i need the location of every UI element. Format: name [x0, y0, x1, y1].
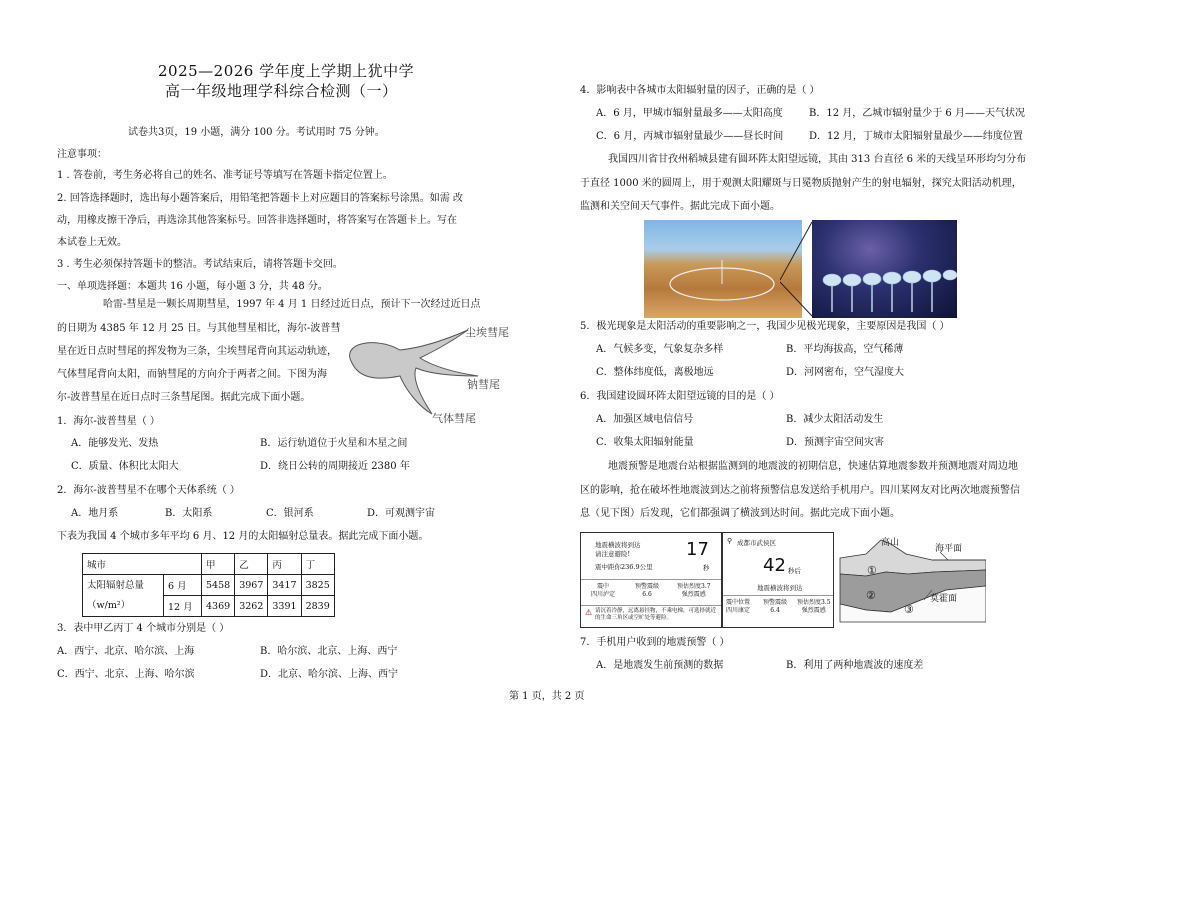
comet-para-line3: 星在近日点时彗尾的挥发物为三条，尘埃彗尾背向其运动轨迹，: [57, 346, 337, 357]
section-heading: 一、单项选择题：本题共 16 小题，每小题 3 分，共 48 分。: [57, 281, 328, 292]
q5-option-d: D．河网密布，空气湿度大: [786, 367, 905, 378]
alert2-epicenter: [726, 599, 750, 615]
q2-option-d: D．可观测宇宙: [367, 508, 436, 519]
location-pin-icon: ⚲: [727, 537, 733, 545]
exam-info: 试卷共3页，19 小题，满分 100 分。考试用时 75 分钟。: [128, 127, 385, 138]
alert1-intensity-label: 预估烈度3.7: [677, 583, 711, 590]
header-yi: 乙: [235, 554, 268, 575]
q6-option-b: B．减少太阳活动发生: [786, 414, 884, 425]
q2-stem: 2．海尔-波普彗星不在哪个天体系统（ ）: [57, 485, 240, 496]
header-bing: 丙: [268, 554, 301, 575]
alert2-message: 地震横波将到达: [757, 584, 803, 592]
note-1: 1 . 答卷前，考生务必将自己的姓名、准考证号等填写在答题卡指定位置上。: [57, 170, 393, 181]
moho-label: 莫霍面: [930, 594, 958, 604]
alert1-distance: 震中距你236.9公里: [595, 563, 653, 571]
note-2-line2: 动，用橡皮擦干净后，再选涂其他答案标号。回答非选择题时，将答案写在答题卡上。写在: [57, 215, 457, 226]
note-2-line3: 本试卷上无效。: [57, 237, 127, 248]
alert1-countdown: 17: [686, 539, 709, 560]
q4-option-d: D．12 月，丁城市太阳辐射量最少——纬度位置: [809, 131, 1023, 142]
header-city: 城市: [83, 554, 202, 575]
q3-stem: 3．表中甲乙丙丁 4 个城市分别是（ ）: [57, 623, 230, 634]
radiation-table: [82, 553, 335, 617]
q4-option-a: A．6 月，甲城市辐射量最多——太阳高度: [596, 108, 783, 119]
alert2-magnitude-label: 预警震级: [763, 599, 788, 606]
month-december: 12 月: [164, 596, 202, 617]
sea-level-label: 海平面: [935, 544, 963, 554]
cell-jun-yi: 3967: [235, 575, 268, 596]
telescope-dishes-night-photo: [812, 220, 957, 318]
dust-tail-label: 尘埃彗尾: [465, 326, 509, 339]
month-june: 6 月: [164, 575, 202, 596]
q2-option-a: A．地月系: [71, 508, 119, 519]
comet-para-line4: 气体彗尾背向太阳，而钠彗尾的方向介于两者之间。下图为海: [57, 369, 327, 380]
note-2-line1: 2. 回答选择题时，选出每小题答案后，用铅笔把答题卡上对应题目的答案标号涂黑。如需 改: [57, 193, 463, 204]
cell-dec-bing: 3391: [268, 596, 301, 617]
q5-option-c: C．整体纬度低，离极地远: [596, 367, 714, 378]
q4-option-c: C．6 月，丙城市辐射量最少——昼长时间: [596, 131, 784, 142]
q4-stem: 4．影响表中各城市太阳辐射量的因子，正确的是（ ）: [580, 85, 820, 96]
alert1-intensity-value: 强烈震感: [681, 591, 706, 598]
alert1-line1: 地震横波将到达: [595, 541, 641, 549]
comet-para-line2: 的日期为 4385 年 12 月 25 日。与其他彗星相比，海尔-波普彗: [57, 323, 341, 334]
alert1-magnitude-value: 6.6: [642, 591, 652, 598]
cell-dec-jia: 4369: [202, 596, 235, 617]
table-header-row: [83, 554, 335, 575]
telescope-para-line3: 监测和关空间天气事件。据此完成下面小题。: [580, 201, 780, 212]
q5-stem: 5．极光现象是太阳活动的重要影响之一，我国少见极光现象，主要原因是我国（ ）: [580, 321, 950, 332]
alert2-intensity: [797, 599, 831, 615]
q1-option-c: C．质量、体积比太阳大: [71, 461, 179, 472]
q3-option-d: D．北京、哈尔滨、上海、西宁: [260, 669, 399, 680]
q1-option-b: B．运行轨道位于火星和木星之间: [260, 438, 408, 449]
telescope-para-line1: 我国四川省甘孜州稻城县建有圆环阵太阳望远镜，其由 313 台直径 6 米的天线呈环形均匀分布: [608, 154, 1027, 165]
row-label-cell: [83, 575, 164, 617]
q1-option-d: D．绕日公转的周期接近 2380 年: [260, 461, 410, 472]
notes-heading: 注意事项：: [57, 149, 107, 160]
alert2-location: 成都市武侯区: [737, 539, 776, 547]
header-jia: 甲: [202, 554, 235, 575]
q5-option-a: A．气候多变，气象复杂多样: [596, 344, 724, 355]
alert1-divider-2: [581, 605, 721, 606]
page-footer: 第 1 页，共 2 页: [509, 691, 585, 702]
q4-option-b: B．12 月，乙城市辐射量少于 6 月——天气状况: [809, 108, 1025, 119]
layer-3-label: ③: [904, 603, 914, 616]
telescope-ring-graphic: [644, 220, 802, 318]
q6-option-d: D．预测宇宙空间灾害: [786, 437, 885, 448]
earthquake-alert-card-1: [580, 532, 722, 628]
quake-para-line2: 区的影响，抢在破坏性地震波到达之前将预警信息发送给手机用户。四川某网友对比两次地震预警信: [580, 485, 1020, 496]
warning-icon: ⚠: [585, 608, 593, 617]
header-ding: 丁: [301, 554, 334, 575]
layer-1-label: ①: [867, 564, 877, 577]
cell-dec-ding: 2839: [301, 596, 334, 617]
quake-para-line3: 息（见下图）后发现，它们都强调了横波到达时间。据此完成下面小题。: [580, 508, 900, 519]
alert2-epicenter-label: 震中位置: [726, 599, 751, 606]
alert1-divider: [581, 579, 721, 580]
q1-option-a: A．能够发光、发热: [71, 438, 159, 449]
telescope-para-line2: 于直径 1000 米的圆周上，用于观测太阳耀斑与日冕物质抛射产生的射电辐射，探究太阳活动机理，: [580, 178, 1022, 189]
q6-option-c: C．收集太阳辐射能量: [596, 437, 694, 448]
alert1-magnitude-label: 预警震级: [635, 583, 660, 590]
q6-option-a: A．加强区域电信信号: [596, 414, 694, 425]
exam-title-line1: 2025—2026 学年度上学期上犹中学: [158, 62, 415, 80]
alert2-magnitude: [763, 599, 787, 615]
table-intro: 下表为我国 4 个城市多年平均 6 月、12 月的太阳辐射总量表。据此完成下面小题。: [57, 531, 429, 542]
alert1-epicenter-label: 震中: [597, 583, 610, 590]
telescope-array-aerial-photo: [644, 220, 802, 318]
q7-stem: 7．手机用户收到的地震预警（ ）: [580, 637, 730, 648]
alert1-advice: 请沉着冷静，远离悬挂物，不乘电梯，可选择就近的生命三角区或空旷处等避险。: [595, 608, 717, 621]
cell-jun-bing: 3417: [268, 575, 301, 596]
alert1-epicenter-value: 四川泸定: [591, 591, 616, 598]
alert1-intensity: [677, 583, 711, 599]
alert2-epicenter-value: 四川康定: [726, 607, 751, 614]
cell-jun-ding: 3825: [301, 575, 334, 596]
q7-option-a: A．是地震发生前预测的数据: [596, 660, 724, 671]
cell-dec-yi: 3262: [235, 596, 268, 617]
gas-tail-label: 气体彗尾: [432, 412, 476, 425]
row-label-line1: 太阳辐射总量: [87, 579, 145, 591]
q1-stem: 1．海尔-波普彗星（ ）: [57, 416, 160, 427]
q3-option-b: B．哈尔滨、北京、上海、西宁: [260, 646, 398, 657]
comet-para-line1: 哈雷-彗星是一颗长周期彗星，1997 年 4 月 1 日经过近日点，预计下一次经过近日点: [103, 299, 481, 310]
comet-para-line5: 尔-波普彗星在近日点时三条彗尾图。据此完成下面小题。: [57, 392, 311, 403]
alert2-intensity-label: 预估烈度3.5: [797, 599, 831, 606]
alert2-countdown: 42: [763, 555, 786, 576]
layer-2-label: ②: [866, 589, 876, 602]
q7-option-b: B．利用了两种地震波的速度差: [786, 660, 924, 671]
alert2-magnitude-value: 6.4: [770, 607, 780, 614]
alert1-epicenter: [591, 583, 615, 599]
row-label-line2: （w/m²）: [87, 599, 131, 611]
mountain-label: 高山: [881, 538, 900, 548]
cell-jun-jia: 5458: [202, 575, 235, 596]
quake-para-line1: 地震预警是地震台站根据监测到的地震波的初期信息，快速估算地震参数并预测地震对周边地: [608, 461, 1018, 472]
alert1-magnitude: [635, 583, 659, 599]
sodium-tail-label: 钠彗尾: [467, 378, 500, 391]
q5-option-b: B．平均海拔高，空气稀薄: [786, 344, 904, 355]
alert2-unit: 秒后: [788, 567, 801, 575]
exam-title-line2: 高一年级地理学科综合检测（一）: [165, 82, 398, 100]
alert1-unit: 秒: [703, 564, 710, 572]
q6-stem: 6．我国建设圆环阵太阳望远镜的目的是（ ）: [580, 391, 780, 402]
alert2-intensity-value: 强烈震感: [801, 607, 826, 614]
note-3: 3 . 考生必须保持答题卡的整洁。考试结束后，请将答题卡交回。: [57, 259, 343, 270]
table-row-june: [83, 575, 335, 596]
alert2-divider: [723, 595, 833, 596]
dish-antennas-graphic: [812, 220, 957, 318]
q3-option-c: C．西宁、北京、上海、哈尔滨: [57, 669, 195, 680]
q2-option-c: C．银河系: [266, 508, 314, 519]
earthquake-alert-card-2: [722, 532, 834, 628]
q2-option-b: B．太阳系: [165, 508, 213, 519]
q3-option-a: A．西宁、北京、哈尔滨、上海: [57, 646, 195, 657]
alert1-line2: 请注意避险!: [595, 550, 631, 558]
